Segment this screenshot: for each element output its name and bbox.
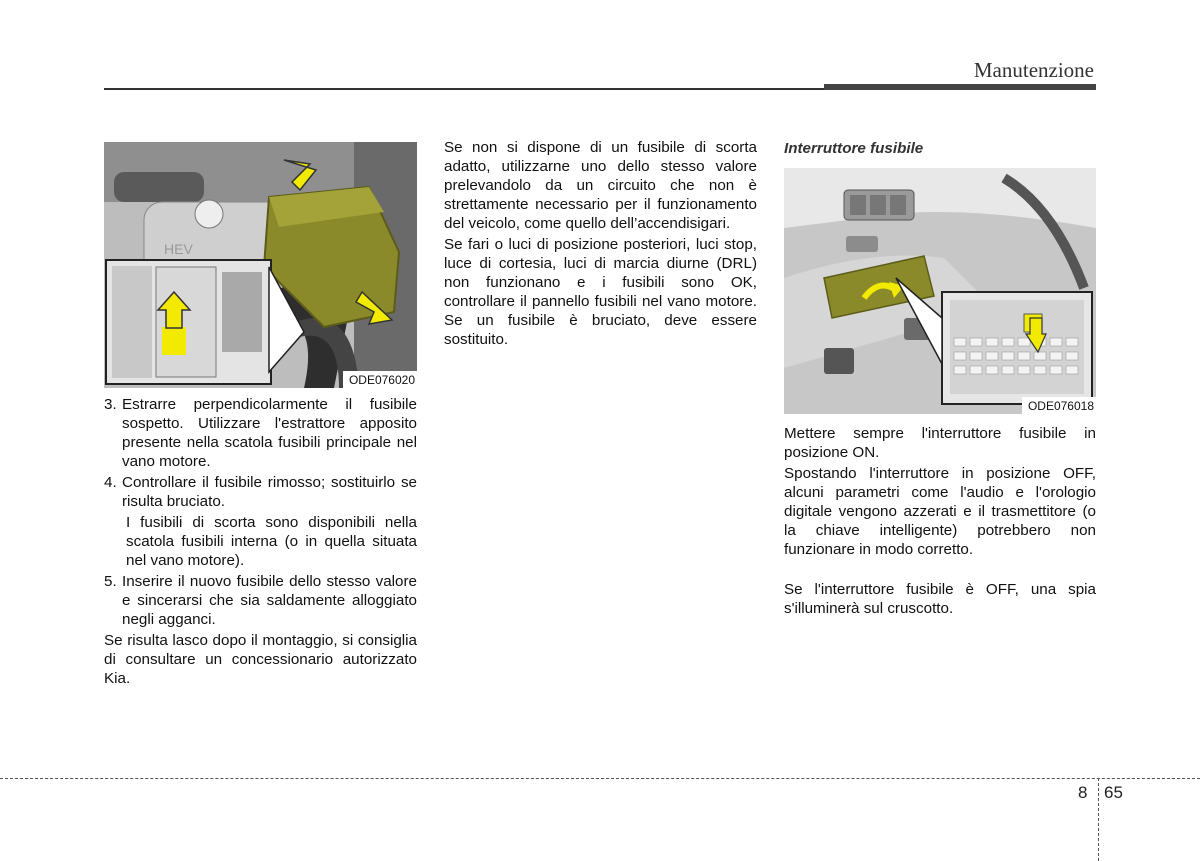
- left-column: [104, 395, 417, 690]
- page-header-title: Manutenzione: [973, 58, 1094, 82]
- footer-dashed-divider: [1098, 778, 1099, 861]
- right-column: [784, 424, 1096, 620]
- engine-fuse-box-illustration: [104, 142, 417, 388]
- header-rule-thick: [824, 84, 1096, 90]
- header-rule-thin: [104, 88, 824, 90]
- middle-column: [444, 138, 757, 351]
- fuse-switch-figure: [784, 168, 1096, 414]
- lights-paragraph: Se fari o luci di posizione posteriori, luci stop, luce di cortesia, luci di marcia diurne (DRL) non funzionano e i fusibili sono OK, controllare il pannello fusibili nel vano motore. Se un fusibile è bruciato, deve essere sostituito.: [444, 236, 757, 348]
- step-text: Estrarre perpendicolarmente il fusibile sospetto. Utilizzare l'estrattore apposito presente nella scatola fusibili principale nel vano motore.: [122, 396, 417, 470]
- figure-caption: ODE076020: [343, 371, 417, 388]
- fuse-switch-on-paragraph: Mettere sempre l'interruttore fusibile in posizione ON.: [784, 425, 1096, 461]
- section-heading: Interruttore fusibile: [784, 140, 924, 157]
- step-text: Controllare il fusibile rimosso; sostituirlo se risulta bruciato.: [122, 474, 417, 510]
- step-number: 3.: [104, 396, 117, 413]
- closing-paragraph: Se risulta lasco dopo il montaggio, si consiglia di consultare un concessionario autorizzato Kia.: [104, 632, 417, 687]
- engine-fuse-box-figure: [104, 142, 417, 388]
- step-5: [104, 572, 417, 629]
- chapter-number: 8: [1078, 783, 1088, 802]
- step-number: 5.: [104, 573, 117, 590]
- fuse-switch-off-paragraph: Spostando l'interruttore in posizione OFF, alcuni parametri come l'audio e l'orologio digitale vengono azzerati e il trasmettitore (o la chiave intelligente) potrebbero non funzionare in modo corretto.: [784, 465, 1096, 558]
- step-text: Inserire il nuovo fusibile dello stesso valore e sincerarsi che sia saldamente alloggiato negli agganci.: [122, 573, 417, 628]
- figure-caption: ODE076018: [1022, 397, 1096, 414]
- spare-fuses-note: I fusibili di scorta sono disponibili nella scatola fusibili interna (o in quella situata nel vano motore).: [126, 514, 417, 569]
- spare-fuse-paragraph: Se non si dispone di un fusibile di scorta adatto, utilizzarne uno dello stesso valore prelevandolo da un circuito che non è strettamente necessario per il funzionamento del veicolo, come quello dell’accendisigari.: [444, 139, 757, 232]
- step-3: [104, 395, 417, 471]
- fuse-switch-illustration: [784, 168, 1096, 414]
- step-4: [104, 473, 417, 511]
- page-number: 65: [1104, 783, 1123, 802]
- step-number: 4.: [104, 474, 117, 491]
- svg-text:HEV: HEV: [164, 241, 193, 257]
- footer-dashed-rule: [0, 778, 1200, 779]
- warning-light-paragraph: Se l'interruttore fusibile è OFF, una spia s'illuminerà sul cruscotto.: [784, 581, 1096, 617]
